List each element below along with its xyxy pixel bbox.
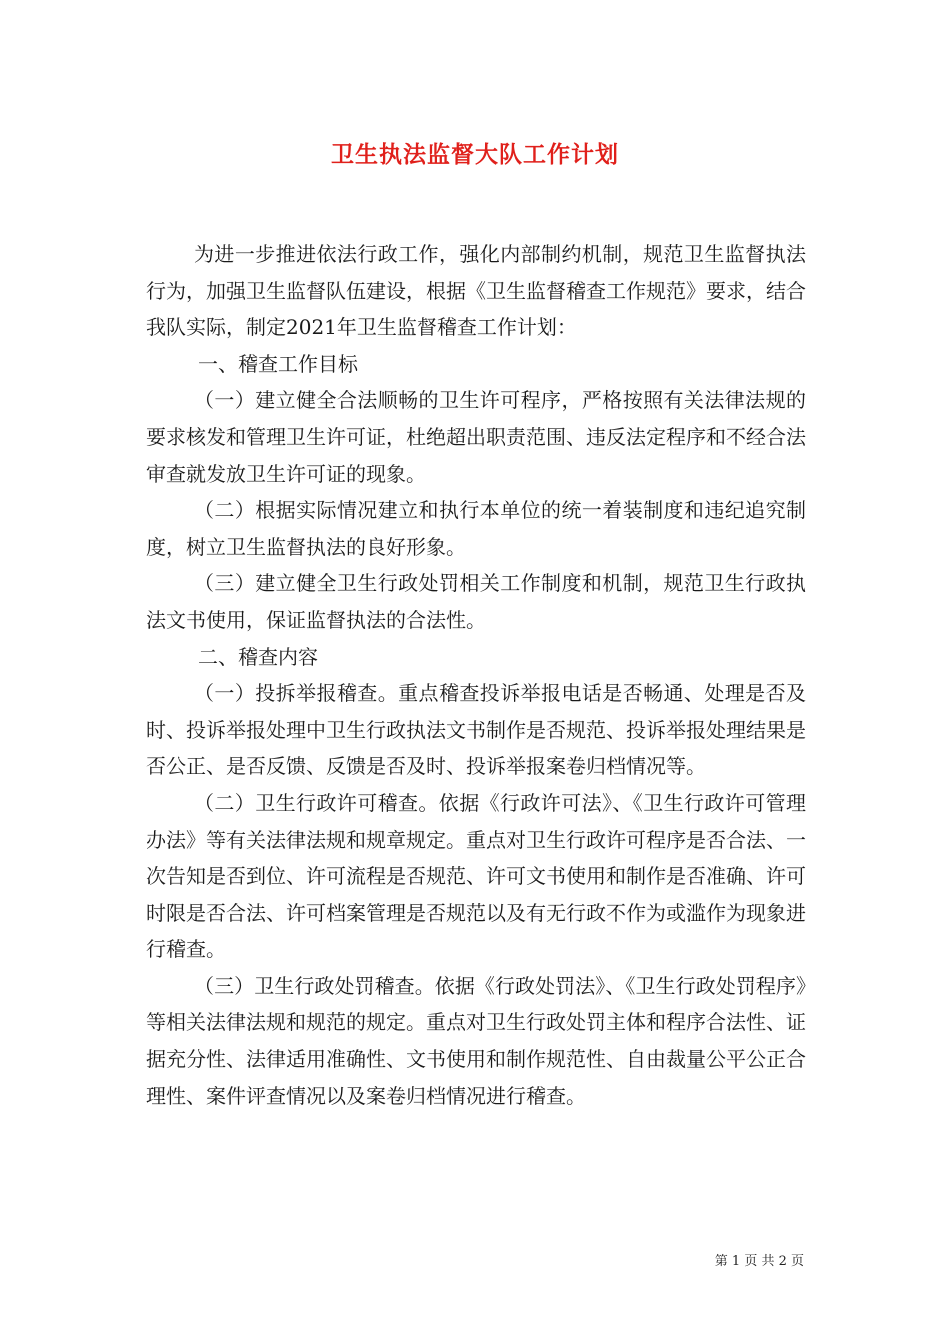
- content-paragraph-2: （二）卫生行政许可稽查。依据《行政许可法》、《卫生行政许可管理办法》等有关法律法规和规章规定。重点对卫生行政许可程序是否合法、一次告知是否到位、许可流程是否规范、许可文书使用和制作是否准确、许可时限是否合法、许可档案管理是否规范以及有无行政不作为或滥作为现象进行稽查。: [146, 790, 806, 962]
- content-paragraph-1: （一）投拆举报稽查。重点稽查投诉举报电话是否畅通、处理是否及时、投诉举报处理中卫生行政执法文书制作是否规范、投诉举报处理结果是否公正、是否反馈、反馈是否及时、投诉举报案卷归档情况等。: [146, 681, 806, 779]
- goal-paragraph-1: （一）建立健全合法顺畅的卫生许可程序，严格按照有关法律法规的要求核发和管理卫生许可证，杜绝超出职责范围、违反法定程序和不经合法审查就发放卫生许可证的现象。: [146, 388, 806, 486]
- section-heading-goals: 一、稽查工作目标: [198, 351, 358, 376]
- page-number: 第 1 页 共 2 页: [714, 1254, 804, 1269]
- document-title: 卫生执法监督大队工作计划: [331, 141, 619, 168]
- intro-paragraph: 为进一步推进依法行政工作，强化内部制约机制，规范卫生监督执法行为，加强卫生监督队伍建设，根据《卫生监督稽查工作规范》要求，结合我队实际，制定2021年卫生监督稽查工作计划：: [146, 242, 806, 340]
- content-paragraph-3: （三）卫生行政处罚稽查。依据《行政处罚法》、《卫生行政处罚程序》等相关法律法规和规范的规定。重点对卫生行政处罚主体和程序合法性、证据充分性、法律适用准确性、文书使用和制作规范性、自由裁量公平公正合理性、案件评查情况以及案卷归档情况进行稽查。: [146, 973, 806, 1108]
- document-body: [146, 236, 806, 1114]
- goal-paragraph-3: （三）建立健全卫生行政处罚相关工作制度和机制，规范卫生行政执法文书使用，保证监督执法的合法性。: [146, 571, 806, 632]
- section-heading-content: 二、稽查内容: [198, 644, 318, 669]
- goal-paragraph-2: （二）根据实际情况建立和执行本单位的统一着装制度和违纪追究制度，树立卫生监督执法的良好形象。: [146, 498, 806, 559]
